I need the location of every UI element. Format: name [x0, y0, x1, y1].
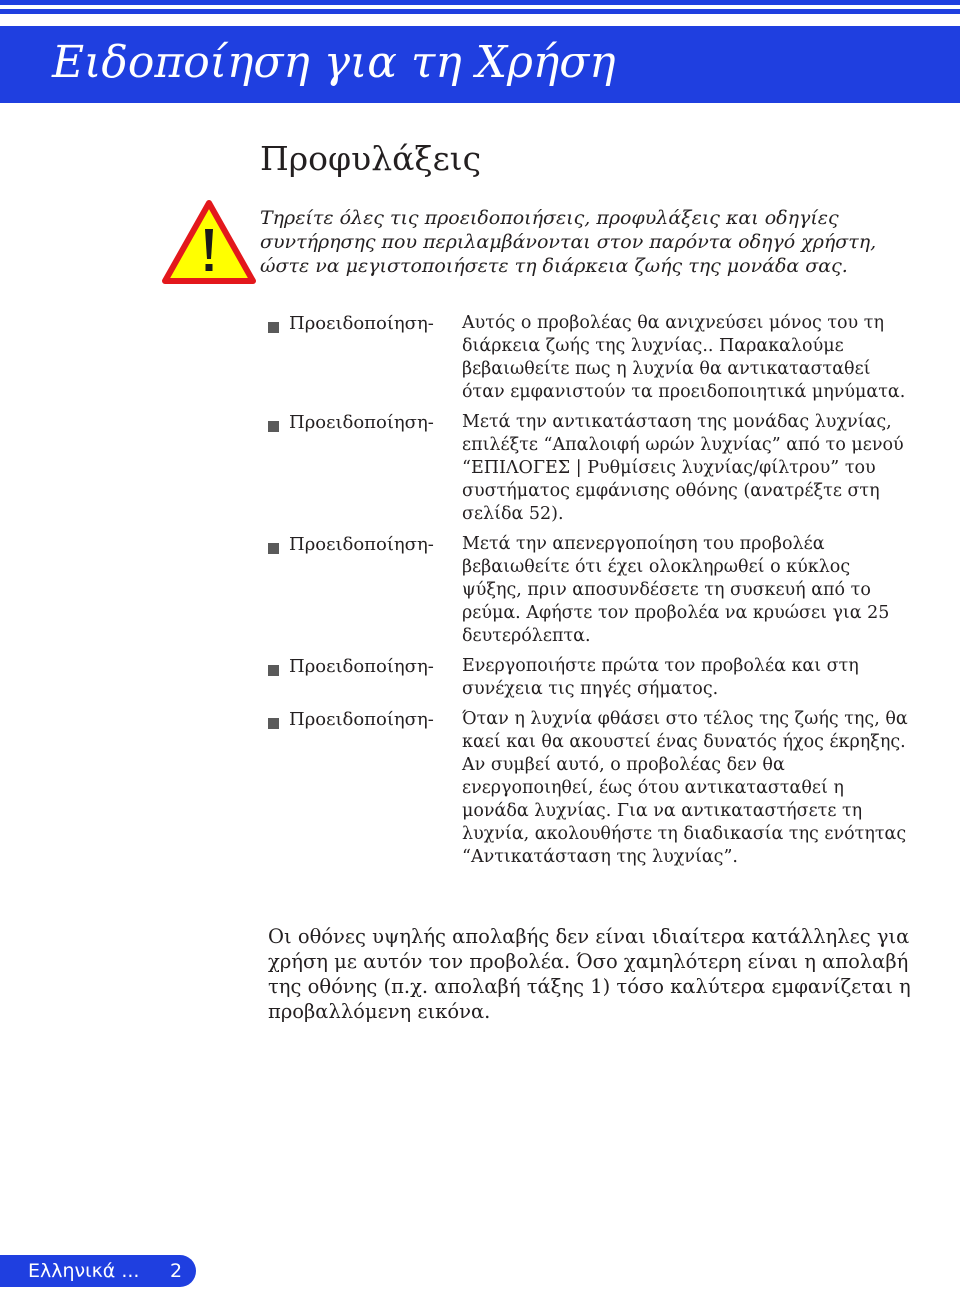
title-banner — [0, 23, 960, 103]
banner-rule — [0, 23, 960, 26]
warning-text: Μετά την απενεργοποίηση του προβολέα βεβαιωθείτε ότι έχει ολοκληρωθεί ο κύκλος ψύξης, πριν αποσυνδέσετε τη συσκευή από το ρεύμα. Αφήστε τον προβολέα να κρυώσει για 25 δευτερόλεπτα. — [462, 534, 890, 646]
page-title: Ειδοποίηση για τη Χρήση — [52, 37, 616, 88]
warning-list — [268, 312, 908, 876]
section-title: Προφυλάξεις — [260, 139, 482, 178]
footer-language: Ελληνικά ... — [28, 1260, 140, 1282]
intro-paragraph: Τηρείτε όλες τις προειδοποιήσεις, προφυλάξεις και οδηγίες συντήρησης που περιλαμβάνονται στον παρόντα οδηγό χρήστη, ώστε να μεγιστοποιήσετε τη διάρκεια ζωής της μονάδα σας. — [260, 207, 877, 277]
warning-label: Προειδοποίηση- — [289, 313, 434, 334]
warning-text: Αυτός ο προβολέας θα ανιχνεύσει μόνος του τη διάρκεια ζωής της λυχνίας.. Παρακαλούμε βεβαιωθείτε πως η λυχνία θα αντικατασταθεί όταν εμφανιστούν τα προειδοποιητικά μηνύματα. — [462, 313, 906, 402]
warning-item — [268, 708, 908, 869]
warning-text: Μετά την αντικατάσταση της μονάδας λυχνίας, επιλέξτε “Απαλοιφή ωρών λυχνίας” από το μενού “ΕΠΙΛΟΓΕΣ | Ρυθμίσεις λυχνίας/φίλτρου” του συστήματος εμφάνισης οθόνης (ανατρέξτε στη σελίδα 52). — [462, 412, 904, 524]
warning-label: Προειδοποίηση- — [289, 709, 434, 730]
square-bullet-icon — [268, 421, 279, 432]
warning-label: Προειδοποίηση- — [289, 534, 434, 555]
page-number: 2 — [170, 1260, 183, 1282]
warning-text: Ενεργοποιήστε πρώτα τον προβολέα και στη συνέχεια τις πηγές σήματος. — [462, 656, 859, 699]
warning-item — [268, 411, 908, 526]
square-bullet-icon — [268, 543, 279, 554]
warning-item — [268, 655, 908, 701]
warning-text: Όταν η λυχνία φθάσει στο τέλος της ζωής της, θα καεί και θα ακουστεί ένας δυνατός ήχος έκρηξης. Αν συμβεί αυτό, ο προβολέας δεν θα ενεργοποιηθεί, έως ότου αντικατασταθεί η μονάδα λυχνίας. Για να αντικαταστήσετε τη λυχνία, ακολουθήστε τη διαδικασία της ενότητας “Αντικατάσταση της λυχνίας”. — [462, 709, 908, 867]
warning-triangle-icon — [161, 199, 257, 285]
square-bullet-icon — [268, 665, 279, 676]
square-bullet-icon — [268, 718, 279, 729]
warning-label: Προειδοποίηση- — [289, 412, 434, 433]
square-bullet-icon — [268, 322, 279, 333]
warning-item — [268, 533, 908, 648]
screen-gain-note: Οι οθόνες υψηλής απολαβής δεν είναι ιδιαίτερα κατάλληλες για χρήση με αυτόν τον προβολέα. Όσο χαμηλότερη είναι η απολαβή της οθόνης (π.χ. απολαβή τάξης 1) τόσο καλύτερα εμφανίζεται η προβαλλόμενη εικόνα. — [268, 925, 911, 1023]
top-rule-second — [0, 9, 960, 14]
warning-item — [268, 312, 908, 404]
warning-label: Προειδοποίηση- — [289, 656, 434, 677]
footer-page-tab — [0, 1255, 196, 1287]
top-rule — [0, 0, 960, 5]
